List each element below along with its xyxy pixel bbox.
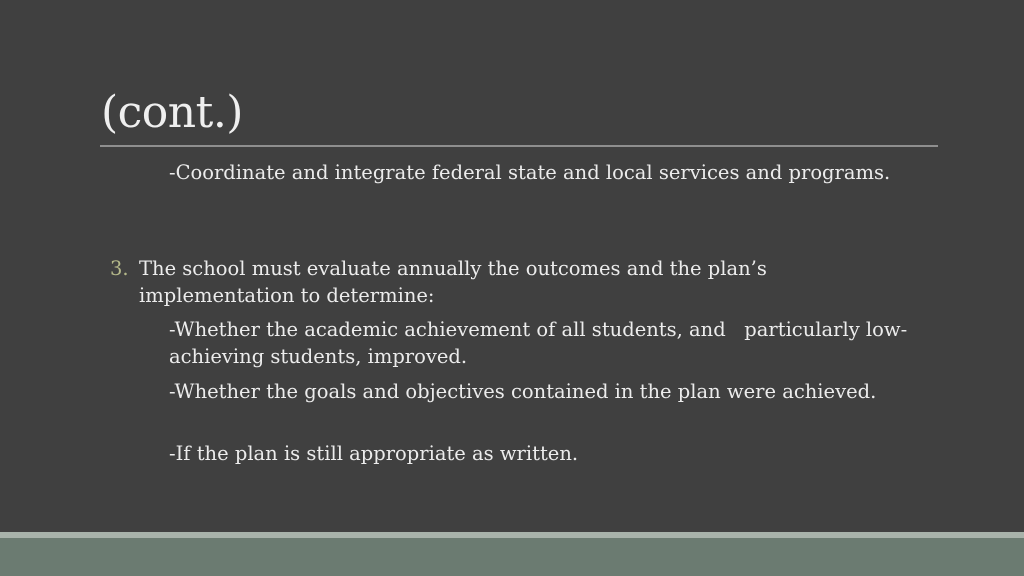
slide-title: (cont.) bbox=[101, 87, 243, 138]
subitem-goals-objectives: -Whether the goals and objectives contained in the plan were achieved. bbox=[169, 380, 877, 403]
subitem-plan-appropriate: -If the plan is still appropriate as written. bbox=[169, 442, 579, 465]
footer-band bbox=[0, 538, 1024, 576]
numbered-item-text: The school must evaluate annually the outcomes and the plan’s implementation to determine: bbox=[139, 257, 767, 307]
subitem-academic-achievement: -Whether the academic achievement of all students, and particularly low-achieving students, improved. bbox=[169, 318, 908, 368]
intro-subitem: -Coordinate and integrate federal state and local services and programs. bbox=[169, 161, 891, 184]
list-number-marker: 3. bbox=[110, 257, 129, 280]
numbered-item bbox=[110, 255, 870, 309]
title-divider bbox=[100, 145, 938, 147]
